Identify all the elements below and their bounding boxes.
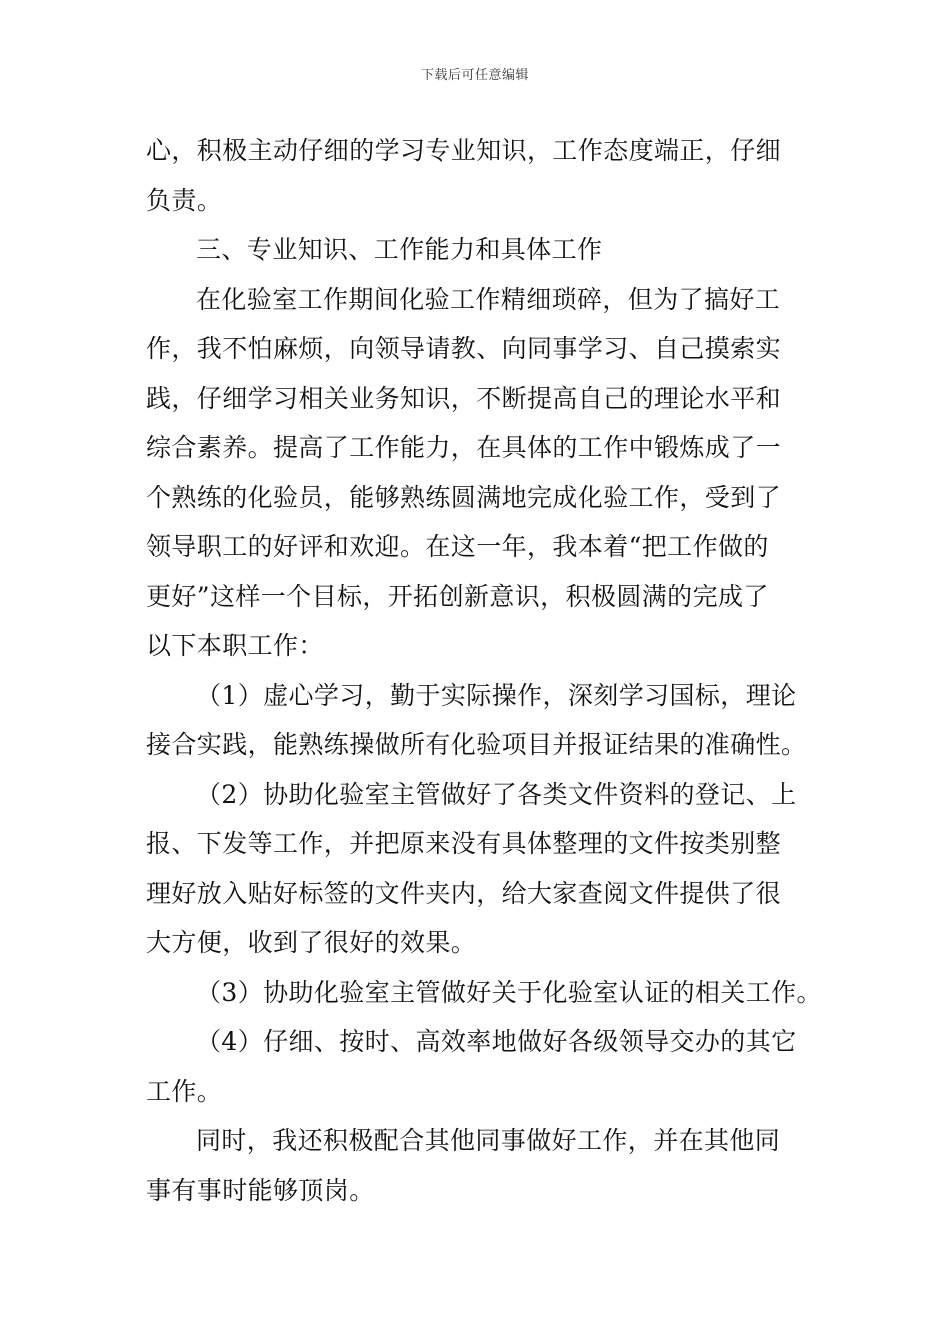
- page-header: 下载后可任意编辑: [420, 68, 529, 83]
- text-line: 大方便，收到了很好的效果。: [146, 928, 477, 957]
- text-line: 心，积极主动仔细的学习专业知识，工作态度端正，仔细: [146, 136, 782, 165]
- text-line: 更好”这样一个目标，开拓创新意识，积极圆满的完成了: [146, 581, 769, 611]
- text-line: 践，仔细学习相关业务知识，不断提高自己的理论水平和: [146, 383, 782, 413]
- text-line: 理好放入贴好标签的文件夹内，给大家查阅文件提供了很: [146, 878, 782, 908]
- text-line: （3）协助化验室主管做好关于化验室认证的相关工作。: [196, 977, 822, 1007]
- text-line: 报、下发等工作，并把原来没有具体整理的文件按类别整: [146, 829, 782, 858]
- text-line: 以下本职工作：: [146, 631, 324, 660]
- text-line: 领导职工的好评和欢迎。在这一年，我本着“把工作做的: [146, 532, 769, 561]
- text-line: 同时，我还积极配合其他同事做好工作，并在其他同: [196, 1126, 781, 1155]
- text-line: （4）仔细、按时、高效率地做好各级领导交办的其它: [196, 1027, 797, 1056]
- text-line: 作，我不怕麻烦，向领导请教、向同事学习、自己摸索实: [146, 334, 782, 363]
- text-line: 在化验室工作期间化验工作精细琐碎，但为了搞好工: [196, 284, 781, 314]
- text-line: 接合实践，能熟练操做所有化验项目并报证结果的准确性。: [146, 730, 807, 759]
- text-line: 综合素养。提高了工作能力，在具体的工作中锻炼成了一: [146, 433, 782, 462]
- text-line: （1）虚心学习，勤于实际操作，深刻学习国标，理论: [196, 680, 797, 710]
- document-body: [146, 126, 822, 1215]
- text-line: 工作。: [146, 1076, 223, 1106]
- text-line: 三、专业知识、工作能力和具体工作: [196, 235, 603, 264]
- text-line: 负责。: [146, 185, 223, 215]
- text-line: 个熟练的化验员，能够熟练圆满地完成化验工作，受到了: [146, 482, 782, 512]
- text-line: （2）协助化验室主管做好了各类文件资料的登记、上: [196, 779, 797, 809]
- text-line: 事有事时能够顶岗。: [146, 1175, 375, 1205]
